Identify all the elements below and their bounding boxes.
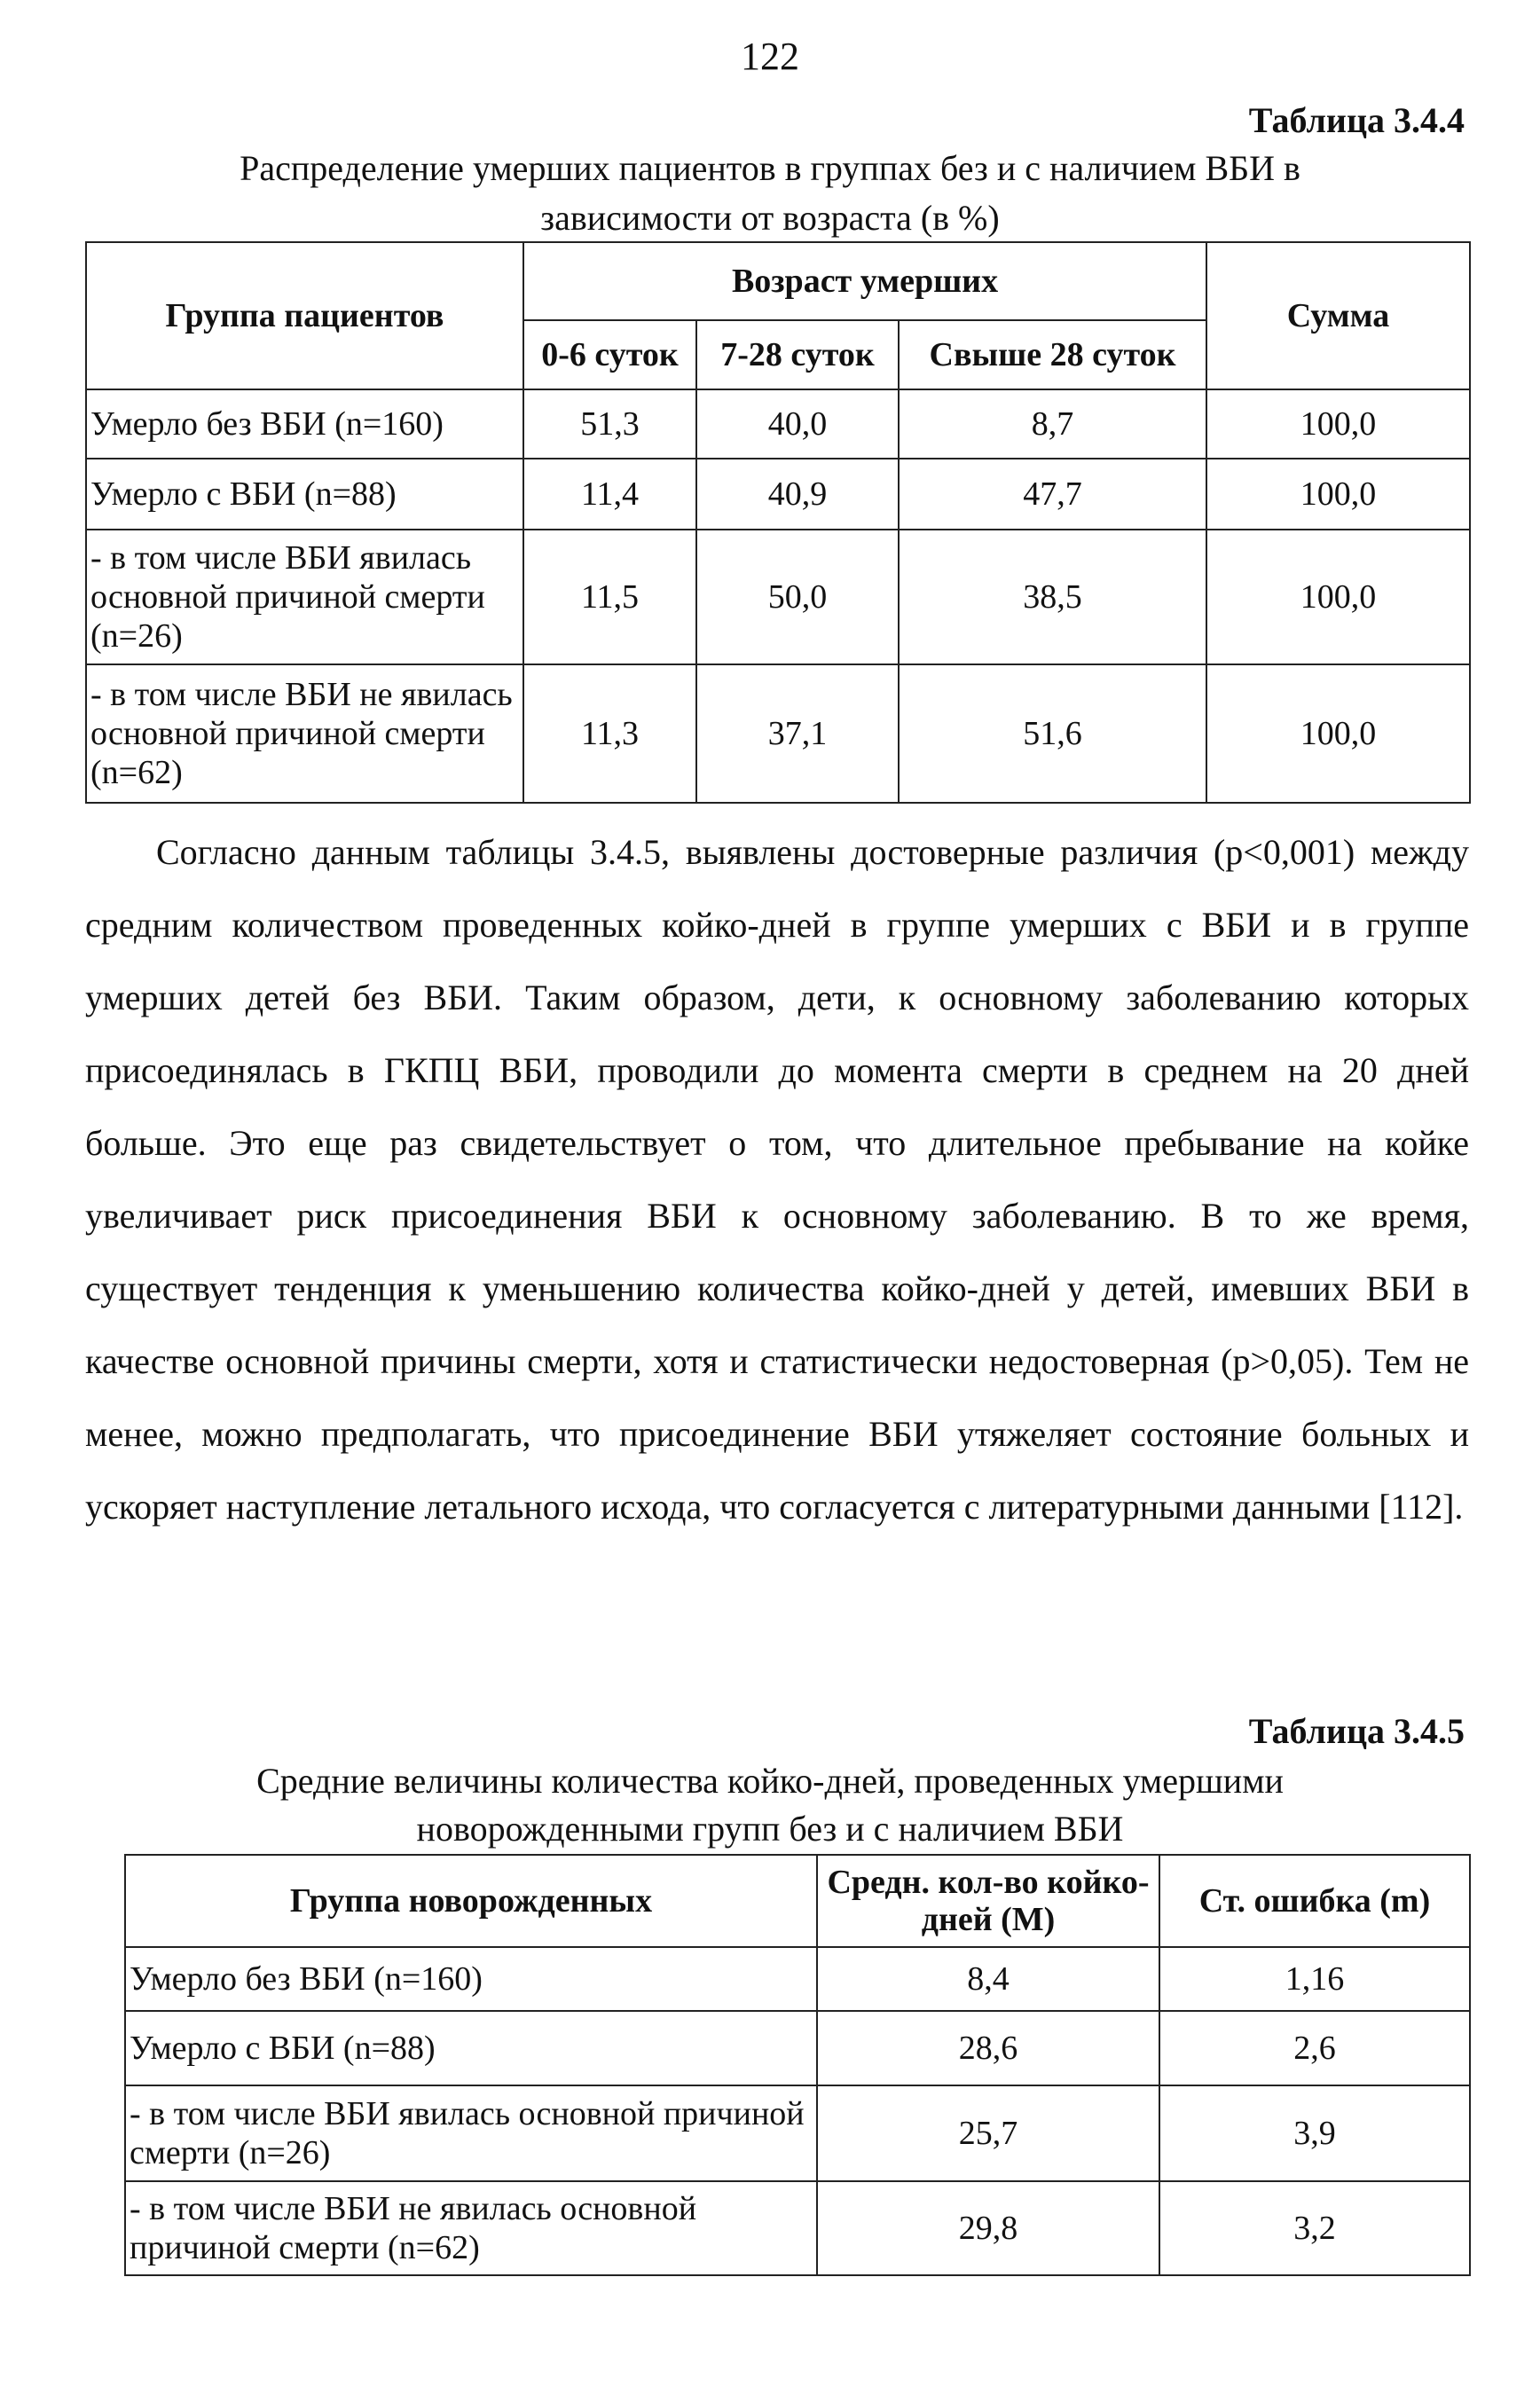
cell-value: 28,6 [817,2011,1159,2085]
table-row [125,2085,1470,2181]
page-number: 122 [741,35,799,78]
row-label: Умерло без ВБИ (n=160) [125,1947,817,2011]
row-label: Умерло без ВБИ (n=160) [86,389,523,459]
cell-value: 11,4 [523,459,696,530]
table-title: зависимости от возраста (в %) [540,198,1000,238]
header-newborn-group: Группа новорожденных [125,1855,817,1947]
cell-value: 11,3 [523,664,696,803]
header-age: Возраст умерших [523,242,1206,320]
row-label: - в том числе ВБИ не явилась основной причиной смерти (n=62) [86,664,523,803]
table-row [125,1947,1470,2011]
row-label: - в том числе ВБИ явилась основной причиной смерти (n=26) [86,530,523,664]
cell-value: 40,0 [696,389,899,459]
cell-value: 29,8 [817,2181,1159,2275]
cell-value: 3,2 [1159,2181,1470,2275]
header-sum: Сумма [1206,242,1470,389]
table-row [86,459,1470,530]
table-title: Средние величины количества койко-дней, проведенных умершими [256,1761,1284,1801]
cell-value: 8,7 [899,389,1206,459]
body-paragraph: Согласно данным таблицы 3.4.5, выявлены достоверные различия (p<0,001) между средним количеством проведенных койко-дней в группе умерших с ВБИ и в группе умерших детей без ВБИ. Таким образом, дети, к основному заболеванию которых присоединялась в ГКПЦ ВБИ, проводили до момента смерти в среднем на 20 дней больше. Это еще раз свидетельствует о том, что длительное пребывание на койке увеличивает риск присоединения ВБИ к основному заболеванию. В то же время, существует тенденция к уменьшению количества койко-дней у детей, имевших ВБИ в качестве основной причины смерти, хотя и статистически недостоверная (p>0,05). Тем не менее, можно предполагать, что присоединение ВБИ утяжеляет состояние больных и ускоряет наступление летального исхода, что согласуется с литературными данными [112]. [85,832,1469,1527]
table-title: новорожденными групп без и с наличием ВБИ [416,1809,1124,1849]
cell-value: 100,0 [1206,530,1470,664]
header-age-col: Свыше 28 суток [899,320,1206,389]
cell-value: 100,0 [1206,664,1470,803]
cell-value: 25,7 [817,2085,1159,2181]
cell-value: 3,9 [1159,2085,1470,2181]
table-row [86,530,1470,664]
cell-value: 100,0 [1206,459,1470,530]
row-label: - в том числе ВБИ явилась основной причиной смерти (n=26) [125,2085,817,2181]
table-row [86,664,1470,803]
cell-value: 47,7 [899,459,1206,530]
cell-value: 40,9 [696,459,899,530]
table-row [86,389,1470,459]
header-age-col: 7-28 суток [696,320,899,389]
table-row [125,2011,1470,2085]
age-distribution-table [85,241,1471,804]
table-row [125,2181,1470,2275]
cell-value: 50,0 [696,530,899,664]
table-label: Таблица 3.4.5 [1248,1711,1465,1751]
cell-value: 100,0 [1206,389,1470,459]
cell-value: 51,6 [899,664,1206,803]
cell-value: 11,5 [523,530,696,664]
bed-days-table [124,1854,1471,2276]
cell-value: 2,6 [1159,2011,1470,2085]
header-mean-bed-days: Средн. кол-во койко-дней (М) [817,1855,1159,1947]
header-age-col: 0-6 суток [523,320,696,389]
table-title: Распределение умерших пациентов в группах без и с наличием ВБИ в [240,148,1300,188]
row-label: Умерло с ВБИ (n=88) [125,2011,817,2085]
table-label: Таблица 3.4.4 [1248,100,1465,140]
cell-value: 38,5 [899,530,1206,664]
cell-value: 8,4 [817,1947,1159,2011]
header-patient-group: Группа пациентов [86,242,523,389]
cell-value: 51,3 [523,389,696,459]
cell-value: 37,1 [696,664,899,803]
cell-value: 1,16 [1159,1947,1470,2011]
header-std-error: Ст. ошибка (m) [1159,1855,1470,1947]
row-label: Умерло с ВБИ (n=88) [86,459,523,530]
row-label: - в том числе ВБИ не явилась основной причиной смерти (n=62) [125,2181,817,2275]
